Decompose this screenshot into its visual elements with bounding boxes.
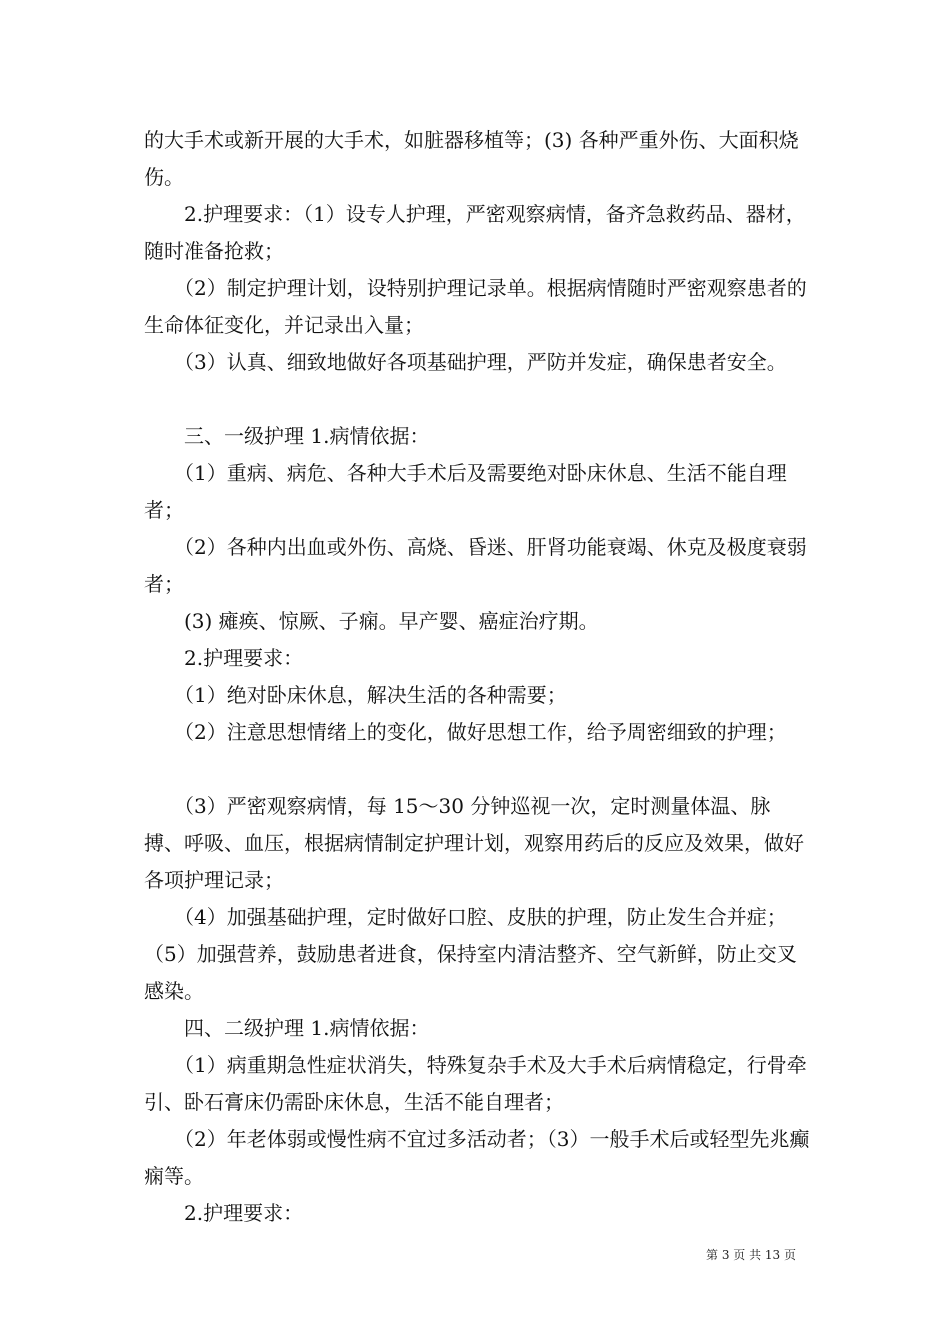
paragraph-15: （1）病重期急性症状消失，特殊复杂手术及大手术后病情稳定，行骨牵引、卧石膏床仍需卧床休息，生活不能自理者； xyxy=(144,1053,807,1114)
page-number-footer: 第 3 页 共 13 页 xyxy=(706,1248,796,1262)
paragraph-11: （2）注意思想情绪上的变化，做好思想工作，给予周密细致的护理； xyxy=(144,720,787,744)
subheading-requirements: 2.护理要求： xyxy=(144,646,304,670)
paragraph-6: （1）重病、病危、各种大手术后及需要绝对卧床休息、生活不能自理者； xyxy=(144,461,787,522)
paragraph-2: 2.护理要求：（1）设专人护理，严密观察病情，备齐急救药品、器材，随时准备抢救； xyxy=(144,202,806,263)
paragraph-7: （2）各种内出血或外伤、高烧、昏迷、肝肾功能衰竭、休克及极度衰弱者； xyxy=(144,535,807,596)
paragraph-8: (3) 瘫痪、惊厥、子痫。早产婴、癌症治疗期。 xyxy=(144,609,599,633)
paragraph-16: （2）年老体弱或慢性病不宜过多活动者；（3）一般手术后或轻型先兆癫痫等。 xyxy=(144,1127,810,1188)
subheading-requirements-2: 2.护理要求： xyxy=(144,1201,304,1225)
paragraph-10: （1）绝对卧床休息，解决生活的各种需要； xyxy=(144,683,567,707)
paragraph-12: （3）严密观察病情，每 15～30 分钟巡视一次，定时测量体温、脉搏、呼吸、血压，根据病情制定护理计划，观察用药后的反应及效果，做好各项护理记录； xyxy=(144,794,804,892)
section-heading-level-2: 四、二级护理 1.病情依据： xyxy=(144,1016,430,1040)
paragraph-1: 的大手术或新开展的大手术，如脏器移植等；(3) 各种严重外伤、大面积烧伤。 xyxy=(144,128,799,189)
section-heading-level-1: 三、一级护理 1.病情依据： xyxy=(144,424,430,448)
paragraph-3: （2）制定护理计划，设特别护理记录单。根据病情随时严密观察患者的生命体征变化，并记录出入量； xyxy=(144,276,807,337)
paragraph-13: （4）加强基础护理，定时做好口腔、皮肤的护理，防止发生合并症；（5）加强营养，鼓励患者进食，保持室内清洁整齐、空气新鲜，防止交叉感染。 xyxy=(144,905,797,1003)
paragraph-4: （3）认真、细致地做好各项基础护理，严防并发症，确保患者安全。 xyxy=(144,350,787,374)
